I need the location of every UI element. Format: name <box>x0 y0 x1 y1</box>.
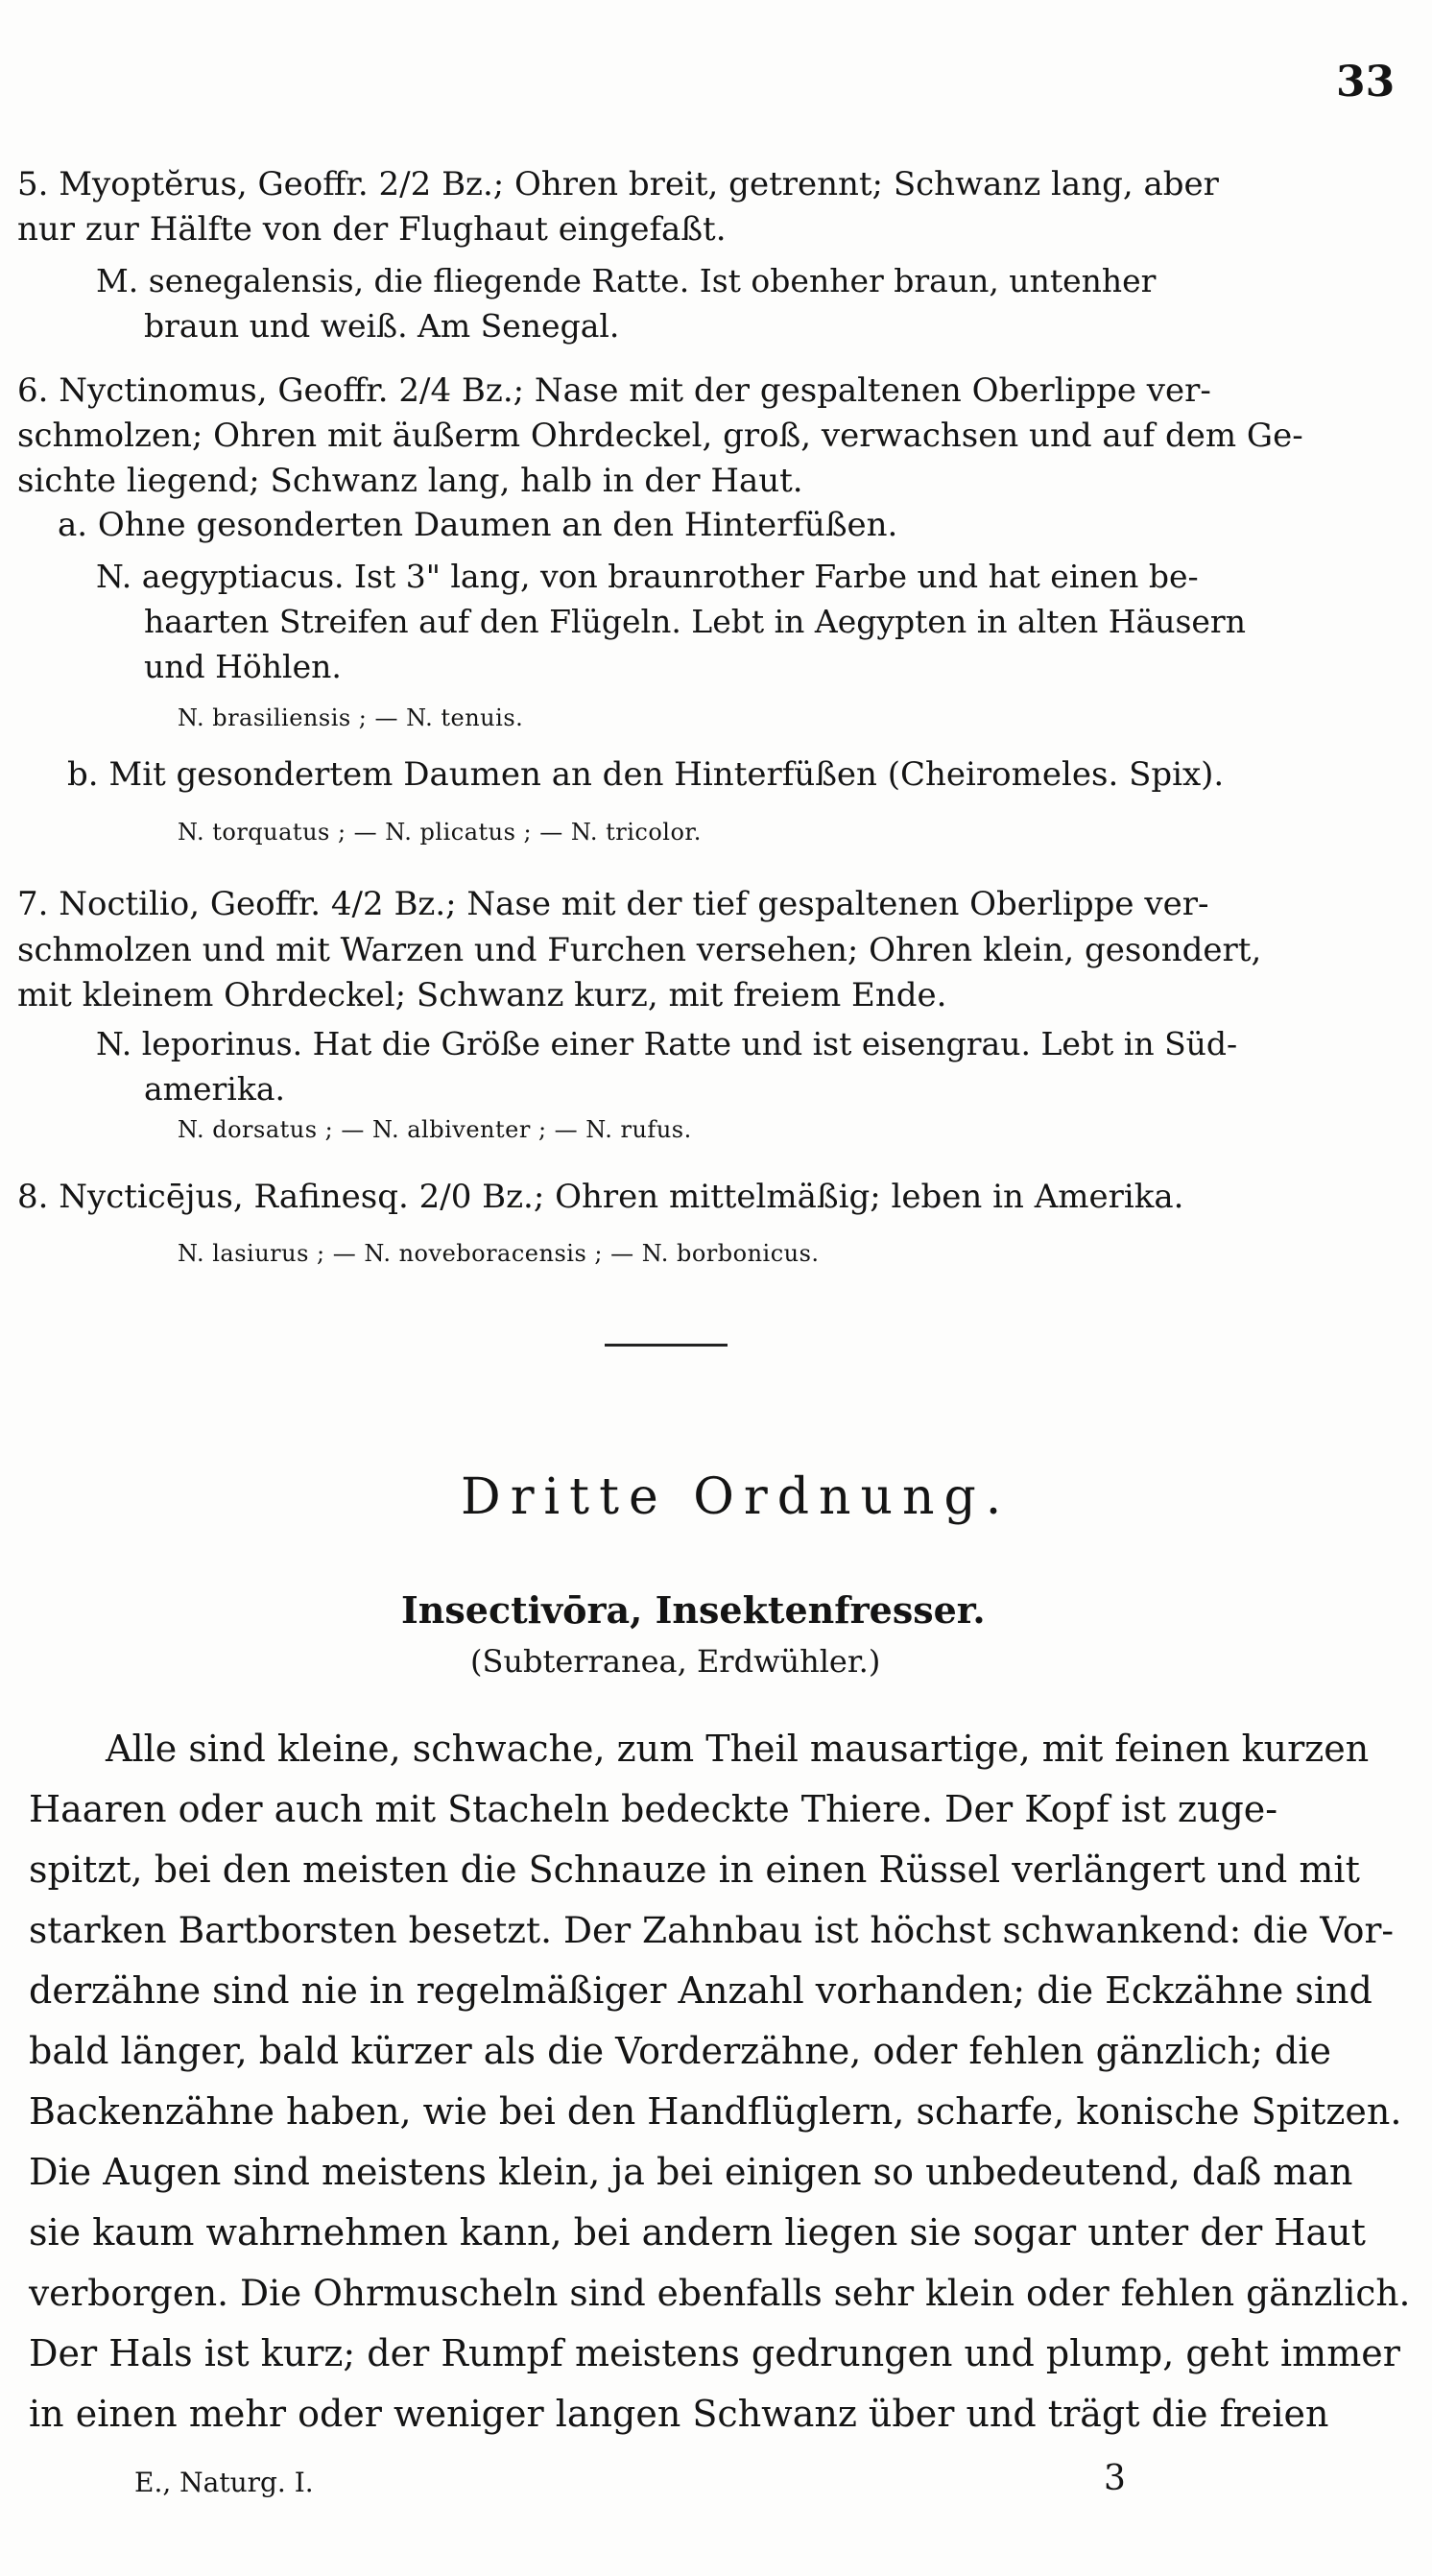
genus-myopterus-line-1: 5. Myoptĕrus, Geoffr. 2/2 Bz.; Ohren breit, getrennt; Schwanz lang, aber <box>17 165 1219 203</box>
signature-number: 3 <box>1104 2459 1126 2498</box>
species-aegyptiacus-line-3: und Höhlen. <box>144 648 342 685</box>
paragraph-line-12: in einen mehr oder weniger langen Schwanz über und trägt die freien <box>29 2393 1329 2435</box>
species-senegalensis-line-1: M. senegalensis, die fliegende Ratte. Ist obenher braun, untenher <box>96 262 1157 299</box>
species-leporinus-line-2: amerika. <box>144 1070 285 1108</box>
species-aegyptiacus-line-2: haarten Streifen auf den Flügeln. Lebt in Aegypten in alten Häusern <box>144 603 1246 640</box>
order-title: Dritte Ordnung. <box>461 1468 1012 1526</box>
order-subtitle: (Subterranea, Erdwühler.) <box>470 1643 881 1680</box>
paragraph-line-5: derzähne sind nie in regelmäßiger Anzahl vorhanden; die Eckzähne sind <box>29 1969 1372 2012</box>
footer-signature: E., Naturg. I. <box>134 2467 314 2498</box>
species-list-nyctinomus-a: N. brasiliensis ; — N. tenuis. <box>178 704 524 731</box>
species-aegyptiacus-line-1: N. aegyptiacus. Ist 3" lang, von braunrother Farbe und hat einen be- <box>96 558 1199 595</box>
paragraph-line-2: Haaren oder auch mit Stacheln bedeckte Thiere. Der Kopf ist zuge- <box>29 1788 1278 1830</box>
paragraph-line-1: Alle sind kleine, schwache, zum Theil mausartige, mit feinen kurzen <box>106 1728 1370 1770</box>
paragraph-line-10: verborgen. Die Ohrmuscheln sind ebenfalls sehr klein oder fehlen gänzlich. <box>29 2272 1411 2314</box>
genus-myopterus-line-2: nur zur Hälfte von der Flughaut eingefaßt. <box>17 210 727 249</box>
species-list-nycticejus: N. lasiurus ; — N. noveboracensis ; — N. borbonicus. <box>178 1240 820 1267</box>
species-list-noctilio: N. dorsatus ; — N. albiventer ; — N. rufus. <box>178 1116 692 1143</box>
section-divider <box>605 1344 728 1347</box>
paragraph-line-4: starken Bartborsten besetzt. Der Zahnbau ist höchst schwankend: die Vor- <box>29 1909 1395 1951</box>
species-senegalensis-line-2: braun und weiß. Am Senegal. <box>144 307 620 345</box>
genus-nyctinomus-line-3: sichte liegend; Schwanz lang, halb in der Haut. <box>17 462 803 500</box>
subsection-a: a. Ohne gesonderten Daumen an den Hinterfüßen. <box>58 506 898 544</box>
paragraph-line-3: spitzt, bei den meisten die Schnauze in einen Rüssel verlängert und mit <box>29 1849 1360 1891</box>
paragraph-line-6: bald länger, bald kürzer als die Vorderzähne, oder fehlen gänzlich; die <box>29 2030 1331 2072</box>
paragraph-line-11: Der Hals ist kurz; der Rumpf meistens gedrungen und plump, geht immer <box>29 2332 1400 2374</box>
subsection-b: b. Mit gesondertem Daumen an den Hinterfüßen (Cheiromeles. Spix). <box>67 755 1225 794</box>
species-leporinus-line-1: N. leporinus. Hat die Größe einer Ratte und ist eisengrau. Lebt in Süd- <box>96 1025 1238 1062</box>
order-latin-title: Insectivōra, Insektenfresser. <box>401 1588 986 1632</box>
genus-noctilio-line-1: 7. Noctilio, Geoffr. 4/2 Bz.; Nase mit der tief gespaltenen Oberlippe ver- <box>17 885 1209 923</box>
species-list-nyctinomus-b: N. torquatus ; — N. plicatus ; — N. tricolor. <box>178 819 702 846</box>
page-number: 33 <box>1336 58 1396 107</box>
genus-nyctinomus-line-2: schmolzen; Ohren mit äußerm Ohrdeckel, groß, verwachsen und auf dem Ge- <box>17 417 1303 455</box>
genus-nycticejus: 8. Nycticējus, Rafinesq. 2/0 Bz.; Ohren mittelmäßig; leben in Amerika. <box>17 1178 1184 1216</box>
genus-nyctinomus-line-1: 6. Nyctinomus, Geoffr. 2/4 Bz.; Nase mit der gespaltenen Oberlippe ver- <box>17 371 1211 410</box>
genus-noctilio-line-3: mit kleinem Ohrdeckel; Schwanz kurz, mit freiem Ende. <box>17 976 947 1014</box>
paragraph-line-9: sie kaum wahrnehmen kann, bei andern liegen sie sogar unter der Haut <box>29 2211 1366 2254</box>
paragraph-line-7: Backenzähne haben, wie bei den Handflüglern, scharfe, konische Spitzen. <box>29 2090 1402 2133</box>
paragraph-line-8: Die Augen sind meistens klein, ja bei einigen so unbedeutend, daß man <box>29 2151 1353 2193</box>
genus-noctilio-line-2: schmolzen und mit Warzen und Furchen versehen; Ohren klein, gesondert, <box>17 931 1262 969</box>
